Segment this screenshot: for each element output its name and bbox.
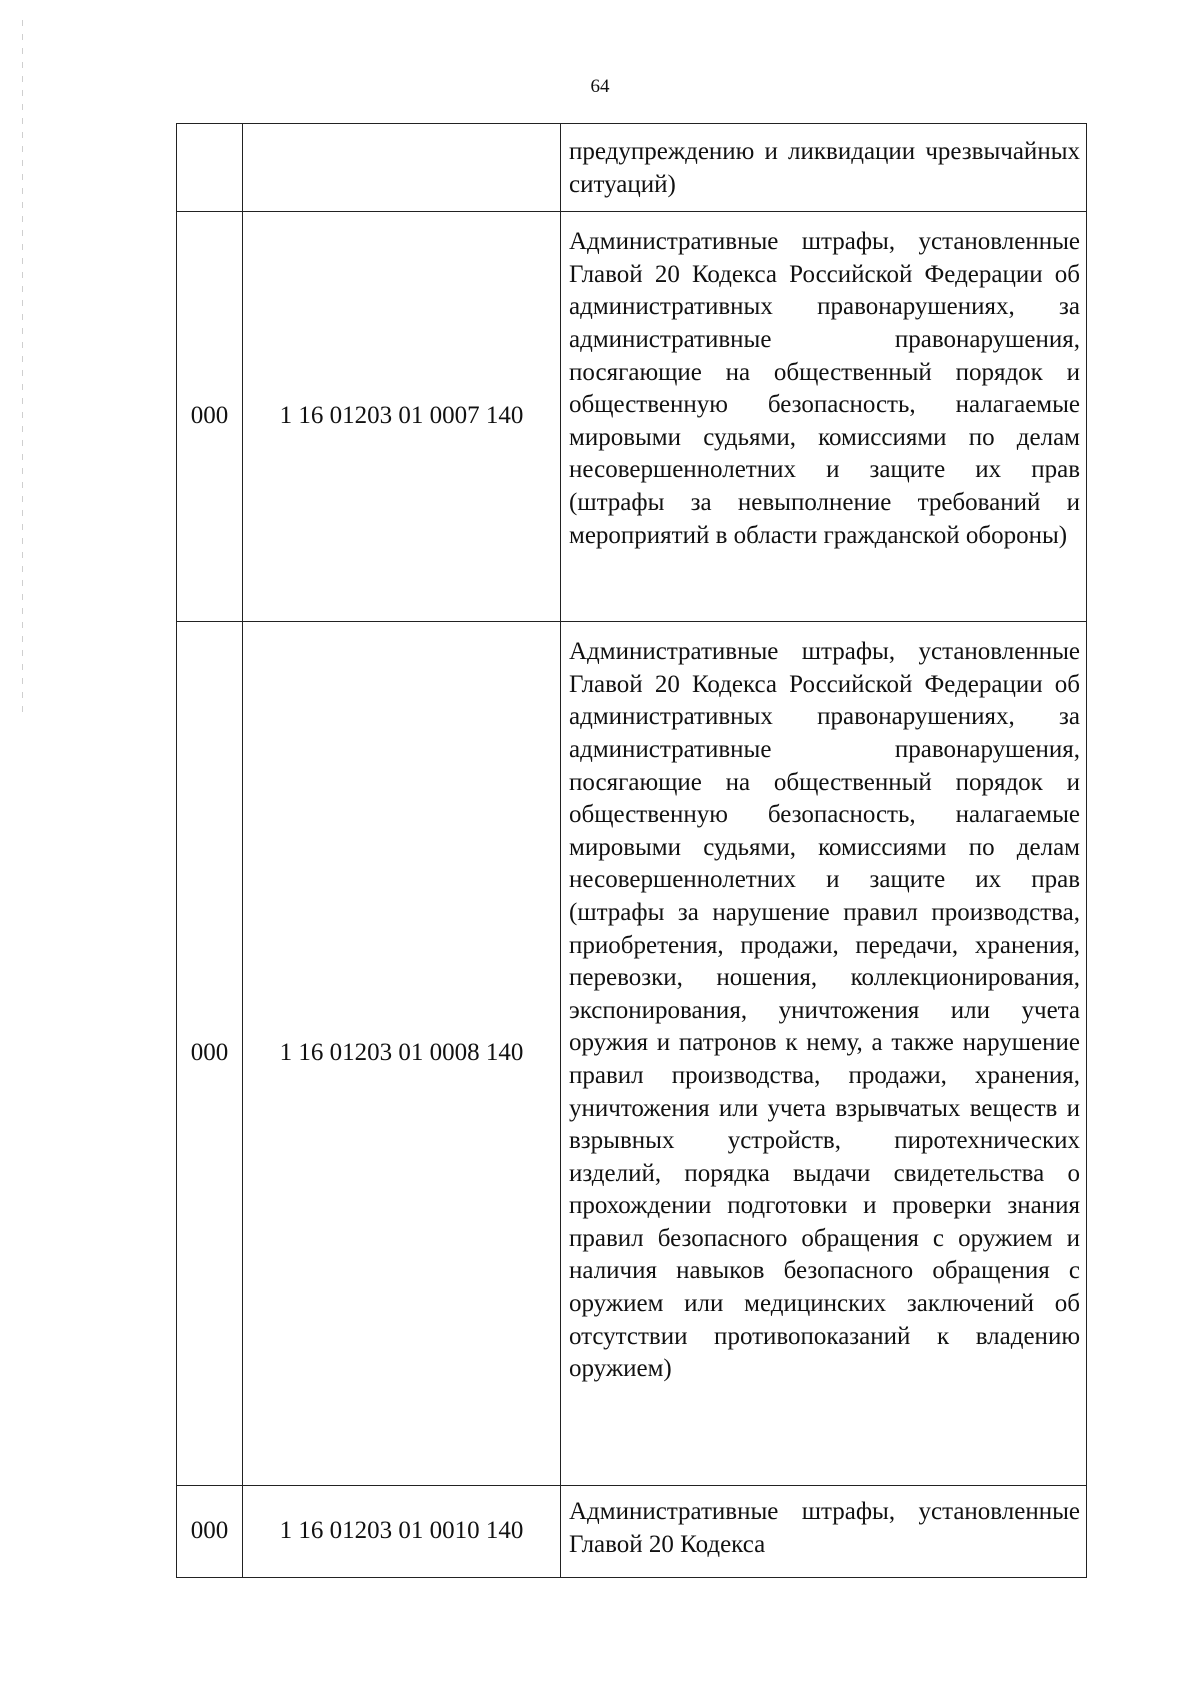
table-row xyxy=(177,1486,1087,1578)
description-cell: Административные штрафы, установленные Главой 20 Кодекса Российской Федерации об административных правонарушениях, за административные правонарушения, посягающие на общественный порядок и общественную безопасность, налагаемые мировыми судьями, комиссиями по делам несовершеннолетних и защите их прав (штрафы за невыполнение требований и мероприятий в области гражданской обороны) xyxy=(561,212,1087,622)
admin-code-cell: 000 xyxy=(177,212,243,622)
table-row xyxy=(177,212,1087,622)
table-row xyxy=(177,622,1087,1486)
budget-codes-table xyxy=(176,123,1087,1578)
admin-code-cell: 000 xyxy=(177,1486,243,1578)
budget-code-cell: 1 16 01203 01 0008 140 xyxy=(243,622,561,1486)
page-number: 64 xyxy=(590,76,610,97)
budget-code-cell: 1 16 01203 01 0010 140 xyxy=(243,1486,561,1578)
table-row xyxy=(177,124,1087,212)
description-cell: Административные штрафы, установленные Главой 20 Кодекса xyxy=(561,1486,1087,1578)
description-cell: предупреждению и ликвидации чрезвычайных ситуаций) xyxy=(561,124,1087,212)
admin-code-cell: 000 xyxy=(177,622,243,1486)
budget-code-cell: 1 16 01203 01 0007 140 xyxy=(243,212,561,622)
description-cell: Административные штрафы, установленные Главой 20 Кодекса Российской Федерации об административных правонарушениях, за административные правонарушения, посягающие на общественный порядок и общественную безопасность, налагаемые мировыми судьями, комиссиями по делам несовершеннолетних и защите их прав (штрафы за нарушение правил производства, приобретения, продажи, передачи, хранения, перевозки, ношения, коллекционирования, экспонирования, уничтожения или учета оружия и патронов к нему, а также нарушение правил производства, продажи, хранения, уничтожения или учета взрывчатых веществ и взрывных устройств, пиротехнических изделий, порядка выдачи свидетельства о прохождении подготовки и проверки знания правил безопасного обращения с оружием и наличия навыков безопасного обращения с оружием или медицинских заключений об отсутствии противопоказаний к владению оружием) xyxy=(561,622,1087,1486)
budget-code-cell xyxy=(243,124,561,212)
scan-margin-line xyxy=(22,20,23,720)
admin-code-cell xyxy=(177,124,243,212)
